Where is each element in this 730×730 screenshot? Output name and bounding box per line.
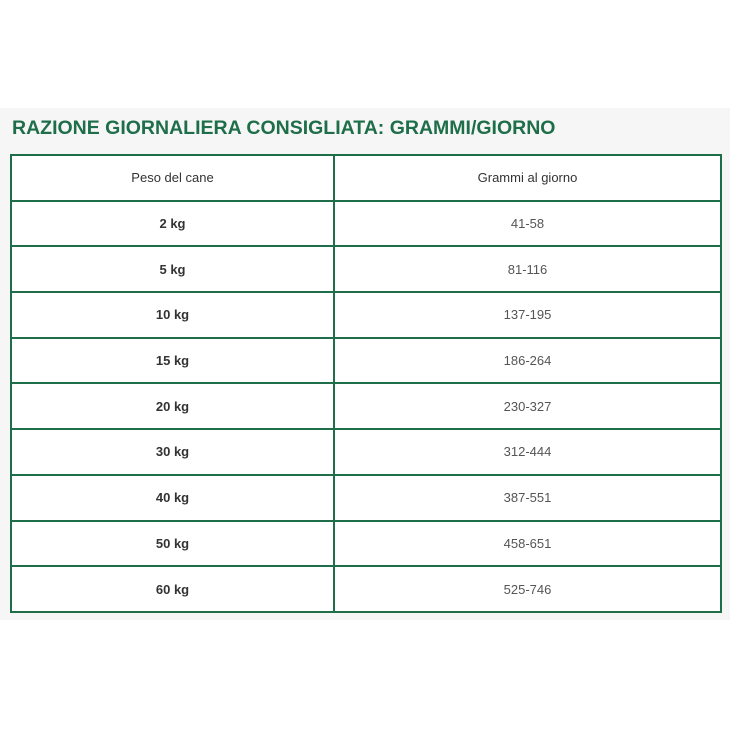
weight-cell: 60 kg (11, 566, 334, 612)
grams-cell: 525-746 (334, 566, 721, 612)
weight-cell: 2 kg (11, 201, 334, 247)
table-row (11, 429, 721, 475)
grams-cell: 186-264 (334, 338, 721, 384)
weight-cell: 15 kg (11, 338, 334, 384)
grams-cell: 81-116 (334, 246, 721, 292)
grams-cell: 458-651 (334, 521, 721, 567)
page-title: RAZIONE GIORNALIERA CONSIGLIATA: GRAMMI/GIORNO (12, 117, 556, 139)
column-header-weight: Peso del cane (11, 155, 334, 201)
weight-cell: 40 kg (11, 475, 334, 521)
grams-cell: 230-327 (334, 383, 721, 429)
table-row (11, 246, 721, 292)
table-row (11, 338, 721, 384)
grams-cell: 387-551 (334, 475, 721, 521)
weight-cell: 10 kg (11, 292, 334, 338)
table-row (11, 383, 721, 429)
weight-cell: 50 kg (11, 521, 334, 567)
table-row (11, 566, 721, 612)
table-row (11, 201, 721, 247)
weight-cell: 30 kg (11, 429, 334, 475)
table-row (11, 521, 721, 567)
weight-cell: 5 kg (11, 246, 334, 292)
feeding-table (10, 154, 722, 613)
column-header-grams: Grammi al giorno (334, 155, 721, 201)
weight-cell: 20 kg (11, 383, 334, 429)
table-row (11, 475, 721, 521)
grams-cell: 137-195 (334, 292, 721, 338)
grams-cell: 41-58 (334, 201, 721, 247)
grams-cell: 312-444 (334, 429, 721, 475)
table-row (11, 292, 721, 338)
table-header-row (11, 155, 721, 201)
